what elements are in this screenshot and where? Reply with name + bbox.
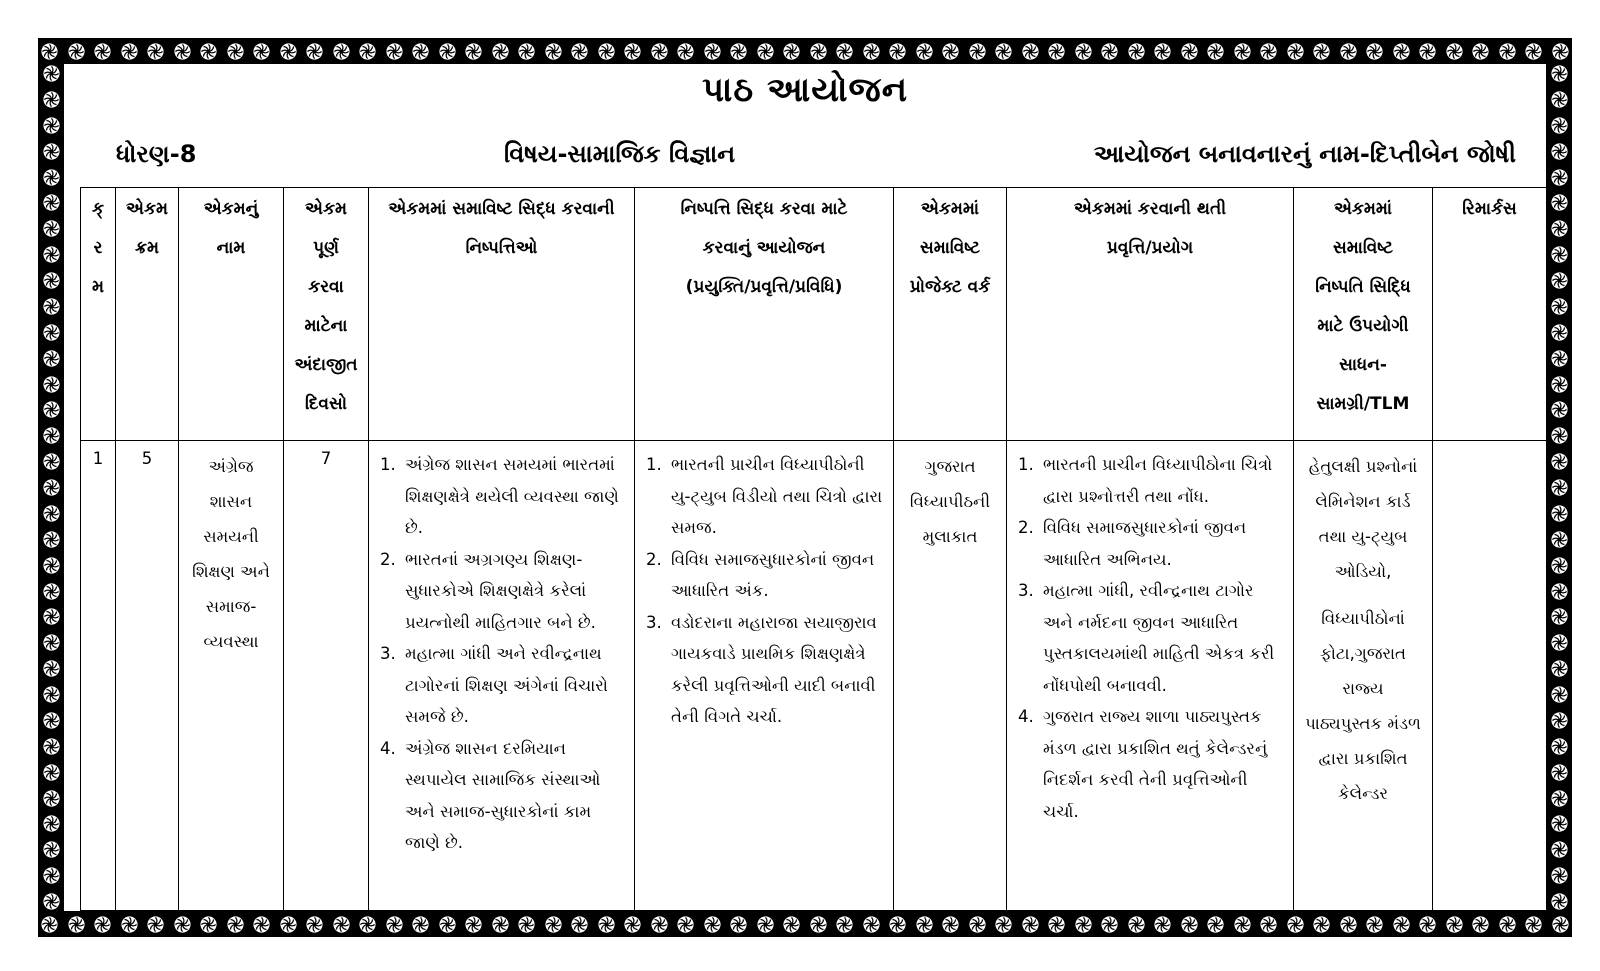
flower-ornament-icon xyxy=(1550,737,1569,756)
cell-planning xyxy=(635,441,894,911)
flower-ornament-icon xyxy=(305,915,324,934)
flower-ornament-icon xyxy=(1550,168,1569,187)
flower-ornament-icon xyxy=(42,582,61,601)
flower-ornament-icon xyxy=(1365,915,1384,934)
flower-ornament-icon xyxy=(1550,633,1569,652)
page-title: પાઠ આયોજન xyxy=(701,70,909,110)
cell-activities xyxy=(1007,441,1294,911)
text-line: તથા યુ-ટ્યુબ xyxy=(1318,527,1408,546)
flower-ornament-icon xyxy=(729,42,748,61)
flower-ornament-icon xyxy=(1127,42,1146,61)
text-line: એકમ xyxy=(305,199,347,219)
flower-ornament-icon xyxy=(438,915,457,934)
flower-ornament-icon xyxy=(1550,530,1569,549)
flower-ornament-icon xyxy=(199,42,218,61)
flower-ornament-icon xyxy=(42,142,61,161)
text-line: સમાવિષ્ટ xyxy=(1332,238,1394,258)
text-line: એકમમાં કરવાની થતી xyxy=(1073,199,1227,219)
flower-ornament-icon xyxy=(1339,915,1358,934)
flower-ornament-icon xyxy=(915,42,934,61)
flower-ornament-icon xyxy=(915,915,934,934)
text-line: એકમનું xyxy=(203,199,259,219)
text-line: પ્રોજેક્ટ વર્ક xyxy=(909,277,991,297)
flower-ornament-icon xyxy=(1550,478,1569,497)
materials-group-b xyxy=(1300,601,1426,811)
text-line: હેતુલક્ષી પ્રશ્નોનાં xyxy=(1308,457,1418,476)
flower-ornament-icon xyxy=(464,915,483,934)
flower-ornament-icon xyxy=(67,915,86,934)
list-item: 3. મહાત્મા ગાંધી, રવીન્દ્રનાથ ટાગોર અને નર્મદના જીવન આધારિત પુસ્તકાલયમાંથી માહિતી એકત્ર કરી નોંધપોથી બનાવવી. xyxy=(1039,575,1287,701)
flower-ornament-icon xyxy=(42,168,61,187)
flower-ornament-icon xyxy=(623,915,642,934)
flower-ornament-icon xyxy=(782,42,801,61)
activities-list xyxy=(1013,449,1287,827)
flower-ornament-icon xyxy=(517,42,536,61)
lesson-plan-table xyxy=(80,187,1547,911)
flower-ornament-icon xyxy=(729,915,748,934)
flower-ornament-icon xyxy=(491,915,510,934)
flower-ornament-icon xyxy=(1074,915,1093,934)
flower-ornament-icon xyxy=(994,915,1013,934)
flower-ornament-icon xyxy=(1550,840,1569,859)
flower-ornament-icon xyxy=(226,915,245,934)
flower-ornament-icon xyxy=(1551,915,1570,934)
cell-remarks xyxy=(1433,441,1547,911)
flower-ornament-icon xyxy=(1206,915,1225,934)
flower-ornament-icon xyxy=(411,915,430,934)
flower-ornament-icon xyxy=(676,915,695,934)
flower-ornament-icon xyxy=(173,42,192,61)
flower-ornament-icon xyxy=(1550,504,1569,523)
border-bottom xyxy=(38,911,1572,937)
flower-ornament-icon xyxy=(1365,42,1384,61)
flower-ornament-icon xyxy=(120,42,139,61)
flower-ornament-icon xyxy=(1418,915,1437,934)
text-line: રાજ્ય xyxy=(1342,679,1384,698)
flower-ornament-icon xyxy=(1550,375,1569,394)
cell-materials xyxy=(1294,441,1433,911)
flower-ornament-icon xyxy=(252,915,271,934)
flower-ornament-icon xyxy=(120,915,139,934)
flower-ornament-icon xyxy=(173,915,192,934)
flower-ornament-icon xyxy=(42,349,61,368)
flower-ornament-icon xyxy=(1550,349,1569,368)
flower-ornament-icon xyxy=(1021,915,1040,934)
flower-ornament-icon xyxy=(1550,245,1569,264)
text-line: પૂર્ણ xyxy=(313,238,339,258)
flower-ornament-icon xyxy=(597,42,616,61)
flower-ornament-icon xyxy=(279,42,298,61)
flower-ornament-icon xyxy=(411,42,430,61)
flower-ornament-icon xyxy=(994,42,1013,61)
header-activities xyxy=(1007,188,1294,441)
flower-ornament-icon xyxy=(1498,915,1517,934)
list-item: 1. ભારતની પ્રાચીન વિધ્યાપીઠોના ચિત્રો દ્વારા પ્રશ્નોત્તરી તથા નોંધ. xyxy=(1039,449,1287,512)
header-outcomes xyxy=(369,188,635,441)
text-line: ફોટા,ગુજરાત xyxy=(1320,644,1406,663)
flower-ornament-icon xyxy=(42,659,61,678)
flower-ornament-icon xyxy=(1445,42,1464,61)
flower-ornament-icon xyxy=(1127,915,1146,934)
flower-ornament-icon xyxy=(1550,219,1569,238)
flower-ornament-icon xyxy=(226,42,245,61)
text-line: દિવસો xyxy=(305,394,347,414)
flower-ornament-icon xyxy=(42,607,61,626)
flower-ornament-icon xyxy=(1286,915,1305,934)
outcomes-list xyxy=(375,449,628,859)
flower-ornament-icon xyxy=(623,42,642,61)
flower-ornament-icon xyxy=(570,42,589,61)
border-top xyxy=(38,38,1572,64)
text-line: સાધન- xyxy=(1339,355,1387,375)
flower-ornament-icon xyxy=(146,42,165,61)
text-line: ગુજરાત xyxy=(924,457,976,476)
flower-ornament-icon xyxy=(1550,763,1569,782)
flower-ornament-icon xyxy=(40,915,59,934)
text-line: નિષ્પત્તિ સિદ્ધ કરવા માટે xyxy=(680,199,848,219)
flower-ornament-icon xyxy=(597,915,616,934)
flower-ornament-icon xyxy=(1550,659,1569,678)
text-line: ર xyxy=(93,238,103,258)
text-line: દ્વારા પ્રકાશિત xyxy=(1318,749,1408,768)
flower-ornament-icon xyxy=(67,42,86,61)
flower-ornament-icon xyxy=(1418,42,1437,61)
flower-ornament-icon xyxy=(544,42,563,61)
header-project xyxy=(894,188,1007,441)
flower-ornament-icon xyxy=(42,478,61,497)
standard-label: ધોરણ-8 xyxy=(116,140,197,168)
flower-ornament-icon xyxy=(358,42,377,61)
flower-ornament-icon xyxy=(809,42,828,61)
cell-days: 7 xyxy=(284,441,369,911)
flower-ornament-icon xyxy=(968,915,987,934)
flower-ornament-icon xyxy=(1259,915,1278,934)
text-line: શિક્ષણ અને xyxy=(192,562,270,581)
flower-ornament-icon xyxy=(650,42,669,61)
table-row xyxy=(81,441,1547,911)
text-line: નિષ્પત્તિઓ xyxy=(465,238,538,258)
flower-ornament-icon xyxy=(332,42,351,61)
flower-ornament-icon xyxy=(42,556,61,575)
header-remarks xyxy=(1433,188,1547,441)
header-unit-name xyxy=(179,188,284,441)
flower-ornament-icon xyxy=(862,915,881,934)
header-planning xyxy=(635,188,894,441)
flower-ornament-icon xyxy=(1550,685,1569,704)
flower-ornament-icon xyxy=(517,915,536,934)
text-line: રિમાર્કસ xyxy=(1462,199,1517,219)
text-line: નિષ્પતિ સિદ્ધિ xyxy=(1315,277,1411,297)
flower-ornament-icon xyxy=(1550,116,1569,135)
flower-ornament-icon xyxy=(1312,42,1331,61)
flower-ornament-icon xyxy=(544,915,563,934)
flower-ornament-icon xyxy=(42,452,61,471)
flower-ornament-icon xyxy=(491,42,510,61)
flower-ornament-icon xyxy=(782,915,801,934)
text-line: સમાવિષ્ટ xyxy=(919,238,981,258)
flower-ornament-icon xyxy=(252,42,271,61)
text-line: ક્રમ xyxy=(134,238,159,258)
flower-ornament-icon xyxy=(42,866,61,885)
flower-ornament-icon xyxy=(1550,400,1569,419)
flower-ornament-icon xyxy=(42,193,61,212)
flower-ornament-icon xyxy=(1550,814,1569,833)
flower-ornament-icon xyxy=(1471,915,1490,934)
flower-ornament-icon xyxy=(42,426,61,445)
text-line: ક્ xyxy=(91,199,104,219)
flower-ornament-icon xyxy=(1021,42,1040,61)
flower-ornament-icon xyxy=(1550,866,1569,885)
flower-ornament-icon xyxy=(42,400,61,419)
flower-ornament-icon xyxy=(1550,323,1569,342)
flower-ornament-icon xyxy=(888,915,907,934)
text-line: એકમ xyxy=(126,199,168,219)
text-line: કરવાનું આયોજન xyxy=(702,238,826,258)
flower-ornament-icon xyxy=(42,685,61,704)
cell-serial: 1 xyxy=(81,441,116,911)
flower-ornament-icon xyxy=(1259,42,1278,61)
flower-ornament-icon xyxy=(1550,452,1569,471)
text-line: વ્યવસ્થા xyxy=(203,632,259,651)
text-line: કરવા xyxy=(308,277,344,297)
flower-ornament-icon xyxy=(199,915,218,934)
flower-ornament-icon xyxy=(42,271,61,290)
flower-ornament-icon xyxy=(42,504,61,523)
flower-ornament-icon xyxy=(1100,915,1119,934)
flower-ornament-icon xyxy=(1339,42,1358,61)
text-line: સામગ્રી/TLM xyxy=(1316,394,1410,414)
flower-ornament-icon xyxy=(42,375,61,394)
flower-ornament-icon xyxy=(1180,42,1199,61)
text-line: પાઠ્યપુસ્તક મંડળ xyxy=(1305,714,1421,733)
flower-ornament-icon xyxy=(42,633,61,652)
flower-ornament-icon xyxy=(1233,42,1252,61)
flower-ornament-icon xyxy=(438,42,457,61)
flower-ornament-icon xyxy=(42,64,61,83)
cell-unit-no: 5 xyxy=(116,441,179,911)
flower-ornament-icon xyxy=(1233,915,1252,934)
author-label: આયોજન બનાવનારનું નામ-દિપ્તીબેન જોષી xyxy=(1093,140,1516,168)
flower-ornament-icon xyxy=(1550,142,1569,161)
flower-ornament-icon xyxy=(1550,90,1569,109)
text-line: અંગ્રેજ xyxy=(208,457,254,476)
text-line: વિધ્યાપીઠની xyxy=(909,492,991,511)
text-line: કેલેન્ડર xyxy=(1338,784,1388,803)
flower-ornament-icon xyxy=(835,915,854,934)
flower-ornament-icon xyxy=(1550,297,1569,316)
flower-ornament-icon xyxy=(1392,42,1411,61)
text-line: માટે ઉપયોગી xyxy=(1317,316,1409,336)
subject-label: વિષય-સામાજિક વિજ્ઞાન xyxy=(504,140,736,168)
document-page xyxy=(64,64,1546,911)
flower-ornament-icon xyxy=(1153,915,1172,934)
text-line: એકમમાં સમાવિષ્ટ સિદ્ધ કરવાની xyxy=(388,199,615,219)
flower-ornament-icon xyxy=(1312,915,1331,934)
flower-ornament-icon xyxy=(93,42,112,61)
flower-ornament-icon xyxy=(1524,915,1543,934)
flower-ornament-icon xyxy=(42,763,61,782)
list-item: 2. વિવિધ સમાજસુધારકોનાં જીવન આધારિત અભિનય. xyxy=(1039,512,1287,575)
header-row xyxy=(81,188,1547,441)
flower-ornament-icon xyxy=(332,915,351,934)
text-line: માટેના xyxy=(304,316,348,336)
flower-ornament-icon xyxy=(756,915,775,934)
flower-ornament-icon xyxy=(42,737,61,756)
flower-ornament-icon xyxy=(968,42,987,61)
flower-ornament-icon xyxy=(1550,556,1569,575)
planning-list xyxy=(641,449,887,733)
flower-ornament-icon xyxy=(42,245,61,264)
flower-ornament-icon xyxy=(1180,915,1199,934)
flower-ornament-icon xyxy=(42,840,61,859)
flower-ornament-icon xyxy=(1550,426,1569,445)
flower-ornament-icon xyxy=(888,42,907,61)
list-item: 2. ભારતનાં અગ્રગણ્ય શિક્ષણ-સુધારકોએ શિક્ષણક્ષેત્રે કરેલાં પ્રયત્નોથી માહિતગાર બને છે. xyxy=(401,544,628,639)
flower-ornament-icon xyxy=(1392,915,1411,934)
flower-ornament-icon xyxy=(650,915,669,934)
flower-ornament-icon xyxy=(1550,789,1569,808)
flower-ornament-icon xyxy=(941,915,960,934)
flower-ornament-icon xyxy=(1498,42,1517,61)
flower-ornament-icon xyxy=(42,814,61,833)
flower-ornament-icon xyxy=(1550,271,1569,290)
flower-ornament-icon xyxy=(703,42,722,61)
flower-ornament-icon xyxy=(1047,915,1066,934)
text-line: નામ xyxy=(216,238,246,258)
flower-ornament-icon xyxy=(1551,42,1570,61)
list-item: 2. વિવિધ સમાજસુધારકોનાં જીવન આધારિત અંક. xyxy=(667,544,887,607)
flower-ornament-icon xyxy=(835,42,854,61)
flower-ornament-icon xyxy=(1100,42,1119,61)
list-item: 4. ગુજરાત રાજ્ય શાળા પાઠ્યપુસ્તક મંડળ દ્વારા પ્રકાશિત થતું કેલેન્ડરનું નિદર્શન કરવી તેની પ્રવૃત્તિઓની ચર્ચા. xyxy=(1039,701,1287,827)
flower-ornament-icon xyxy=(42,711,61,730)
flower-ornament-icon xyxy=(42,530,61,549)
flower-ornament-icon xyxy=(42,892,61,911)
text-line: અંદાજીત xyxy=(294,355,358,375)
text-line: મુલાકાત xyxy=(922,527,978,546)
flower-ornament-icon xyxy=(1153,42,1172,61)
flower-ornament-icon xyxy=(1286,42,1305,61)
flower-ornament-icon xyxy=(358,915,377,934)
flower-ornament-icon xyxy=(42,323,61,342)
flower-ornament-icon xyxy=(464,42,483,61)
flower-ornament-icon xyxy=(676,42,695,61)
border-left xyxy=(38,64,64,911)
flower-ornament-icon xyxy=(1550,582,1569,601)
list-item: 4. અંગ્રેજ શાસન દરમિયાન સ્થપાયેલ સામાજિક સંસ્થાઓ અને સમાજ-સુધારકોનાં કામ જાણે છે. xyxy=(401,733,628,859)
text-line: લેમિનેશન કાર્ડ xyxy=(1315,492,1411,511)
header-days xyxy=(284,188,369,441)
text-line: સમયની xyxy=(203,527,259,546)
flower-ornament-icon xyxy=(1445,915,1464,934)
flower-ornament-icon xyxy=(42,297,61,316)
header-unit-no xyxy=(116,188,179,441)
flower-ornament-icon xyxy=(385,42,404,61)
flower-ornament-icon xyxy=(385,915,404,934)
flower-ornament-icon xyxy=(279,915,298,934)
flower-ornament-icon xyxy=(1047,42,1066,61)
flower-ornament-icon xyxy=(1524,42,1543,61)
text-line: એકમમાં xyxy=(1333,199,1393,219)
flower-ornament-icon xyxy=(1550,711,1569,730)
flower-ornament-icon xyxy=(93,915,112,934)
list-item: 3. મહાત્મા ગાંધી અને રવીન્દ્રનાથ ટાગોરનાં શિક્ષણ અંગેનાં વિચારો સમજે છે. xyxy=(401,638,628,733)
flower-ornament-icon xyxy=(42,219,61,238)
text-line: ઓડિયો, xyxy=(1334,562,1392,581)
flower-ornament-icon xyxy=(305,42,324,61)
list-item: 3. વડોદરાના મહારાજા સયાજીરાવ ગાયકવાડે પ્રાથમિક શિક્ષણક્ષેત્રે કરેલી પ્રવૃત્તિઓની યાદી બનાવી તેની વિગતે ચર્ચા. xyxy=(667,607,887,733)
flower-ornament-icon xyxy=(862,42,881,61)
text-line: મ xyxy=(91,277,104,297)
header-serial xyxy=(81,188,116,441)
text-line: શાસન xyxy=(209,492,253,511)
flower-ornament-icon xyxy=(570,915,589,934)
list-item: 1. ભારતની પ્રાચીન વિધ્યાપીઠોની યુ-ટ્યુબ વિડીયો તથા ચિત્રો દ્વારા સમજ. xyxy=(667,449,887,544)
materials-group-a xyxy=(1300,449,1426,589)
text-line: સમાજ- xyxy=(205,597,257,616)
flower-ornament-icon xyxy=(40,42,59,61)
flower-ornament-icon xyxy=(1550,193,1569,212)
flower-ornament-icon xyxy=(42,116,61,135)
text-line: વિધ્યાપીઠોનાં xyxy=(1321,609,1405,628)
flower-ornament-icon xyxy=(703,915,722,934)
list-item: 1. અંગ્રેજ શાસન સમયમાં ભારતમાં શિક્ષણક્ષેત્રે થયેલી વ્યવસ્થા જાણે છે. xyxy=(401,449,628,544)
flower-ornament-icon xyxy=(1074,42,1093,61)
text-line: પ્રવૃત્તિ/પ્રયોગ xyxy=(1106,238,1194,258)
flower-ornament-icon xyxy=(756,42,775,61)
cell-outcomes xyxy=(369,441,635,911)
text-line: એકમમાં xyxy=(920,199,980,219)
flower-ornament-icon xyxy=(42,789,61,808)
cell-project xyxy=(894,441,1007,911)
flower-ornament-icon xyxy=(1471,42,1490,61)
flower-ornament-icon xyxy=(1550,892,1569,911)
flower-ornament-icon xyxy=(42,90,61,109)
flower-ornament-icon xyxy=(941,42,960,61)
cell-unit-name xyxy=(179,441,284,911)
text-line: (પ્રયુક્તિ/પ્રવૃત્તિ/પ્રવિધિ) xyxy=(685,277,843,297)
border-right xyxy=(1546,64,1572,911)
flower-ornament-icon xyxy=(809,915,828,934)
flower-ornament-icon xyxy=(1550,607,1569,626)
flower-ornament-icon xyxy=(1550,64,1569,83)
flower-ornament-icon xyxy=(146,915,165,934)
flower-ornament-icon xyxy=(1206,42,1225,61)
header-materials xyxy=(1294,188,1433,441)
